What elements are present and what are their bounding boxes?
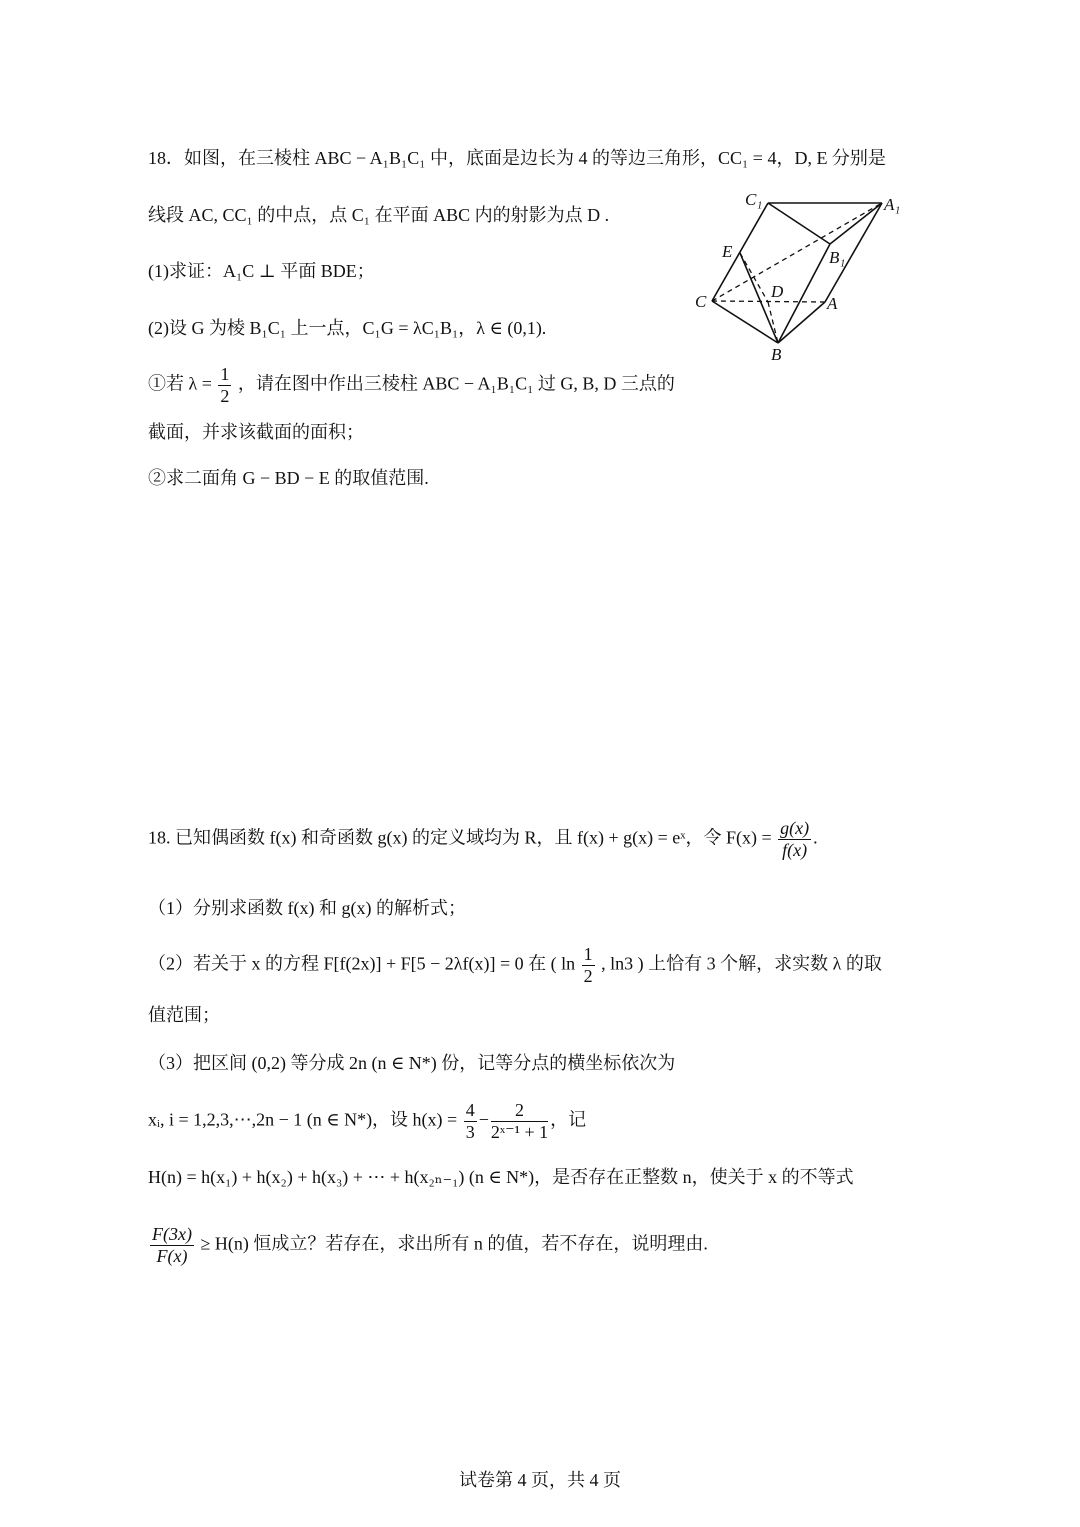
F-definition-fraction [778,818,811,860]
numerator: 2 [491,1100,548,1122]
denominator: f(x) [782,839,808,860]
q2-line1-suffix: . [813,827,818,848]
q2-part2-suffix: , ln3 ) 上恰有 3 个解，求实数 λ 的取 [601,953,882,974]
q2-line1 [148,818,818,860]
denominator: 2 [583,965,593,986]
dashed-c-a1 [712,203,882,301]
label-b1: B₁ [829,248,846,267]
q1-sub1-suffix: ，请在图中作出三棱柱 ABC − A₁B₁C₁ 过 G, B, D 三点的 [237,373,675,394]
q1-part1: (1)求证：A₁C ⊥ 平面 BDE； [148,261,375,281]
q2-part3-l2-suffix: ，记 [550,1109,587,1130]
denominator: 2 [220,385,230,406]
half-fraction [582,944,595,986]
q2-part1: （1）分别求函数 f(x) 和 g(x) 的解析式； [148,898,466,918]
q1-sub2: ②求二面角 G − BD − E 的取值范围. [148,468,429,488]
label-e: E [722,242,733,261]
label-d: D [771,282,784,301]
F-ratio-fraction [150,1224,194,1266]
page-footer: 试卷第 4 页，共 4 页 [459,1470,621,1490]
numerator: 4 [465,1100,475,1120]
q1-line2: 线段 AC, CC₁ 的中点，点 C₁ 在平面 ABC 内的射影为点 D . [148,205,610,225]
edge-b-a [778,302,825,343]
numerator: F(3x) [152,1224,192,1244]
label-a: A [827,294,838,313]
dashed-e-d [740,253,768,302]
h-second-fraction [491,1100,548,1142]
label-c1: C₁ [745,190,763,209]
label-a1: A₁ [884,195,901,214]
denominator: 2ˣ⁻¹ + 1 [490,1121,549,1142]
q2-line1-prefix: 18. 已知偶函数 f(x) 和奇函数 g(x) 的定义域均为 R，且 f(x) + g(x) = eˣ，令 F(x) = [148,827,772,848]
edge-b1-a1 [830,203,882,244]
q1-line1: 18．如图，在三棱柱 ABC − A₁B₁C₁ 中，底面是边长为 4 的等边三角形，CC₁ = 4，D, E 分别是 [148,148,886,168]
q2-part2-prefix: （2）若关于 x 的方程 F[f(2x)] + F[5 − 2λf(x)] = 0 在 ( ln [148,953,576,974]
label-c: C [695,292,707,311]
denominator: F(x) [156,1245,188,1266]
q2-part3-line3: H(n) = h(x₁) + h(x₂) + h(x₃) + ⋯ + h(x₂ₙ₋₁) (n ∈ N*)，是否存在正整数 n，使关于 x 的不等式 [148,1167,854,1187]
q2-part2 [148,944,882,986]
denominator: 3 [465,1121,475,1142]
minus-sign: − [478,1109,489,1130]
dashed-c-a [712,301,825,302]
numerator: g(x) [780,818,810,838]
q2-part3: （3）把区间 (0,2) 等分成 2n (n ∈ N*) 份，记等分点的横坐标依次为 [148,1053,676,1073]
label-b: B [771,345,782,364]
edge-c1-b1 [768,203,830,244]
q1-part2: (2)设 G 为棱 B₁C₁ 上一点，C₁G = λC₁B₁，λ ∈ (0,1). [148,318,547,338]
q2-part3-l4-suffix: ≥ H(n) 恒成立？若存在，求出所有 n 的值，若不存在，说明理由. [200,1233,708,1254]
q1-sub1-prefix: ①若 λ = [148,373,212,394]
q1-sub1-line2: 截面，并求该截面的面积； [148,422,364,442]
four-thirds-fraction [464,1100,477,1142]
q2-part3-line4 [148,1224,708,1266]
numerator: 1 [583,944,593,964]
numerator: 1 [220,364,230,384]
q2-part3-line2 [148,1100,586,1142]
q2-part2-line2: 值范围； [148,1005,220,1025]
q2-part3-l2-prefix: xᵢ, i = 1,2,3,⋯,2n − 1 (n ∈ N*)，设 h(x) = [148,1109,458,1130]
edge-c-b [712,301,778,343]
